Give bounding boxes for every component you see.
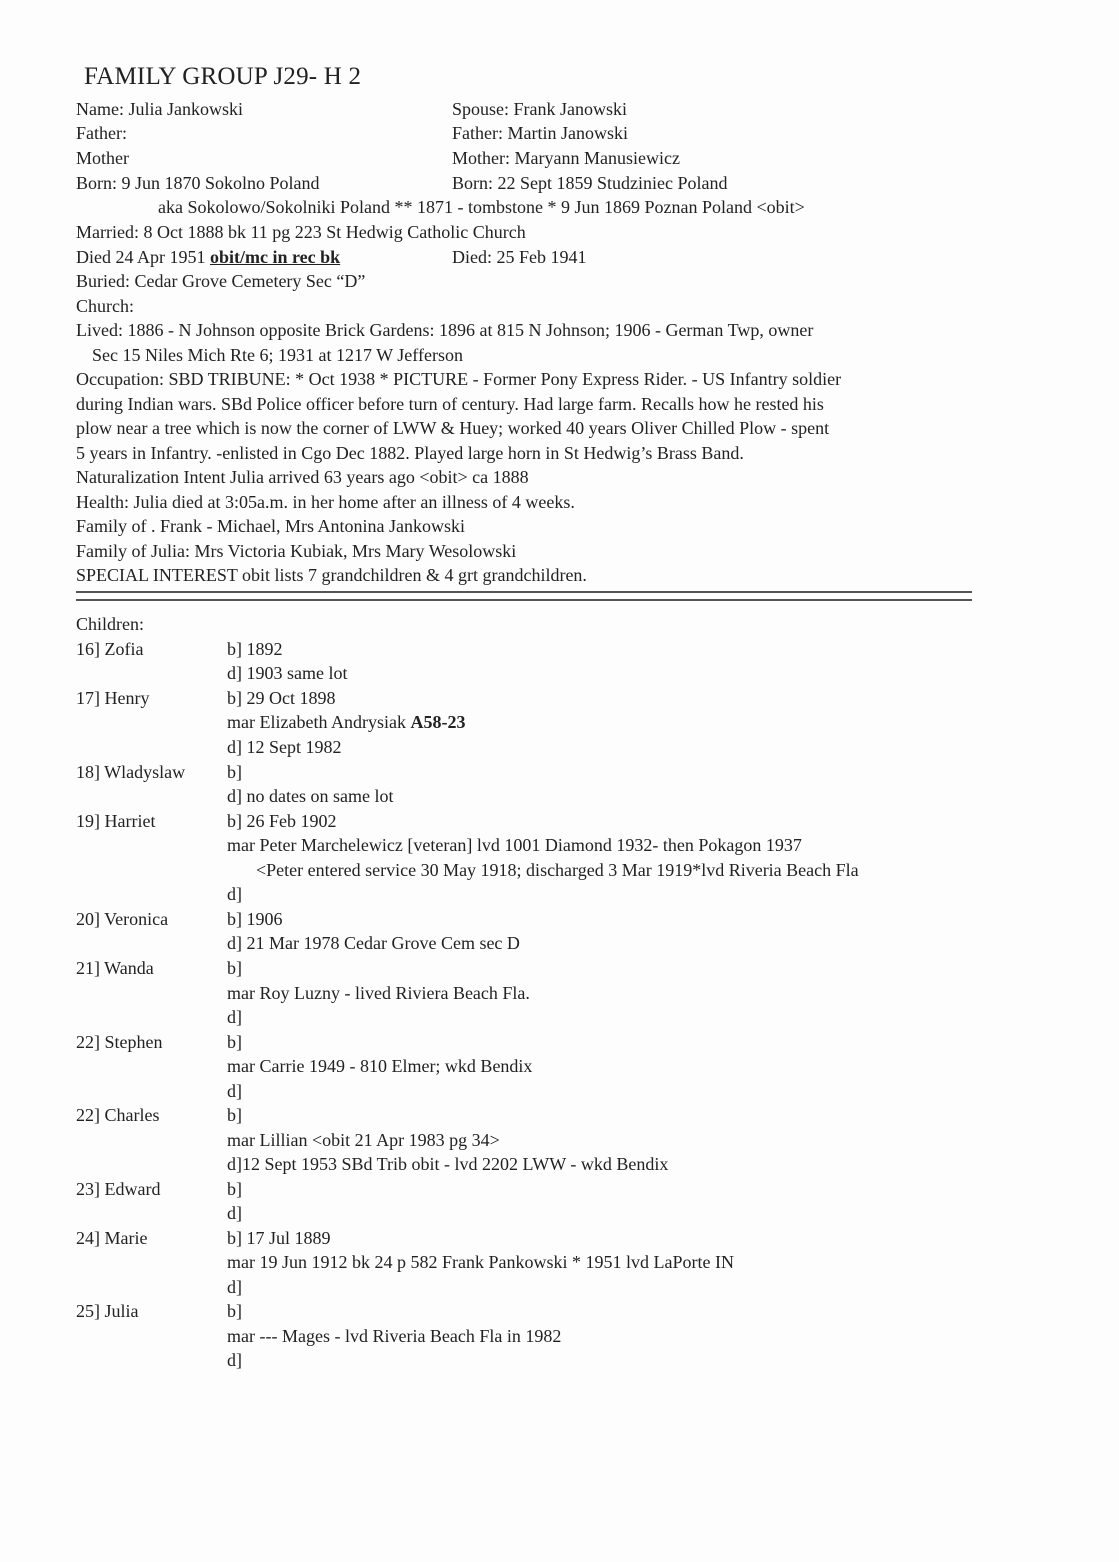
child-name: 16] Zofia [76,639,144,659]
child-detail: d] 12 Sept 1982 [227,737,342,757]
child-detail: b] [227,762,242,782]
naturalization-field: Naturalization Intent Julia arrived 63 years ago <obit> ca 1888 [76,467,529,487]
child-name: 21] Wanda [76,958,154,978]
child-detail: mar Roy Luzny - lived Riviera Beach Fla. [227,983,530,1003]
child-detail: d] [227,1203,242,1223]
church-field: Church: [76,296,134,316]
child-name: 20] Veronica [76,909,169,929]
page-title: FAMILY GROUP J29- H 2 [84,63,362,90]
child-detail: mar --- Mages - lvd Riveria Beach Fla in 1982 [227,1326,562,1346]
child-detail-text: mar Elizabeth Andrysiak [227,712,411,732]
lived-line-2: Sec 15 Niles Mich Rte 6; 1931 at 1217 W Jefferson [92,345,463,365]
aka-line: aka Sokolowo/Sokolniki Poland ** 1871 - tombstone * 9 Jun 1869 Poznan Poland <obit> [158,197,805,217]
occupation-line-3: plow near a tree which is now the corner of LWW & Huey; worked 40 years Oliver Chilled Plow - spent [76,418,830,438]
child-detail: b] 1906 [227,909,283,929]
child-detail: d] [227,884,242,904]
child-name: 17] Henry [76,688,150,708]
father-field: Father: [76,123,127,143]
child-detail: d] [227,1081,242,1101]
spouse-mother-field: Mother: Maryann Manusiewicz [452,148,680,168]
child-detail: b] 29 Oct 1898 [227,688,336,708]
lived-line-1: Lived: 1886 - N Johnson opposite Brick Gardens: 1896 at 815 N Johnson; 1906 - German Twp, owner [76,320,814,340]
child-detail: d] 21 Mar 1978 Cedar Grove Cem sec D [227,933,520,953]
child-detail: d] [227,1277,242,1297]
mother-field: Mother [76,148,129,168]
health-field: Health: Julia died at 3:05a.m. in her home after an illness of 4 weeks. [76,492,575,512]
family-of-frank: Family of . Frank - Michael, Mrs Antonina Jankowski [76,516,465,536]
spouse-died-field: Died: 25 Feb 1941 [452,247,587,267]
child-detail: d] 1903 same lot [227,663,348,683]
child-detail: b] 26 Feb 1902 [227,811,337,831]
spouse-father-field: Father: Martin Janowski [452,123,628,143]
occupation-line-2: during Indian wars. SBd Police officer before turn of century. Had large farm. Recalls how he rested his [76,394,824,414]
child-detail: b] [227,1032,242,1052]
died-text: Died 24 Apr 1951 [76,247,210,267]
spouse-born-field: Born: 22 Sept 1859 Studziniec Poland [452,173,728,193]
children-heading: Children: [76,614,144,634]
child-name: 18] Wladyslaw [76,762,186,782]
child-marriage [227,710,465,734]
child-detail: b] 1892 [227,639,283,659]
spouse-field: Spouse: Frank Janowski [452,99,627,119]
obit-record-link: obit/mc in rec bk [210,247,341,267]
child-detail: d] no dates on same lot [227,786,394,806]
child-detail: mar 19 Jun 1912 bk 24 p 582 Frank Pankowski * 1951 lvd LaPorte IN [227,1252,734,1272]
family-of-julia: Family of Julia: Mrs Victoria Kubiak, Mrs Mary Wesolowski [76,541,517,561]
child-name: 24] Marie [76,1228,148,1248]
died-field [76,245,340,269]
buried-field: Buried: Cedar Grove Cemetery Sec “D” [76,271,366,291]
child-detail: b] [227,1301,242,1321]
special-interest: SPECIAL INTEREST obit lists 7 grandchildren & 4 grt grandchildren. [76,565,587,585]
cross-reference: A58-23 [410,712,466,732]
child-detail: d]12 Sept 1953 SBd Trib obit - lvd 2202 LWW - wkd Bendix [227,1154,669,1174]
child-name: 23] Edward [76,1179,161,1199]
child-name: 25] Julia [76,1301,139,1321]
double-divider [76,591,972,601]
child-detail: b] [227,1105,242,1125]
child-detail: <Peter entered service 30 May 1918; discharged 3 Mar 1919*lvd Riveria Beach Fla [256,860,859,880]
child-name: 22] Stephen [76,1032,163,1052]
child-detail: mar Peter Marchelewicz [veteran] lvd 1001 Diamond 1932- then Pokagon 1937 [227,835,802,855]
child-detail: mar Lillian <obit 21 Apr 1983 pg 34> [227,1130,500,1150]
child-detail: d] [227,1007,242,1027]
child-name: 22] Charles [76,1105,160,1125]
child-detail: b] [227,958,242,978]
born-field: Born: 9 Jun 1870 Sokolno Poland [76,173,320,193]
occupation-line-4: 5 years in Infantry. -enlisted in Cgo Dec 1882. Played large horn in St Hedwig’s Brass Band. [76,443,744,463]
name-field: Name: Julia Jankowski [76,99,243,119]
child-detail: b] 17 Jul 1889 [227,1228,331,1248]
child-detail: b] [227,1179,242,1199]
child-detail: d] [227,1350,242,1370]
married-field: Married: 8 Oct 1888 bk 11 pg 223 St Hedwig Catholic Church [76,222,526,242]
child-detail: mar Carrie 1949 - 810 Elmer; wkd Bendix [227,1056,533,1076]
occupation-line-1: Occupation: SBD TRIBUNE: * Oct 1938 * PICTURE - Former Pony Express Rider. - US Infantry soldier [76,369,842,389]
child-name: 19] Harriet [76,811,156,831]
